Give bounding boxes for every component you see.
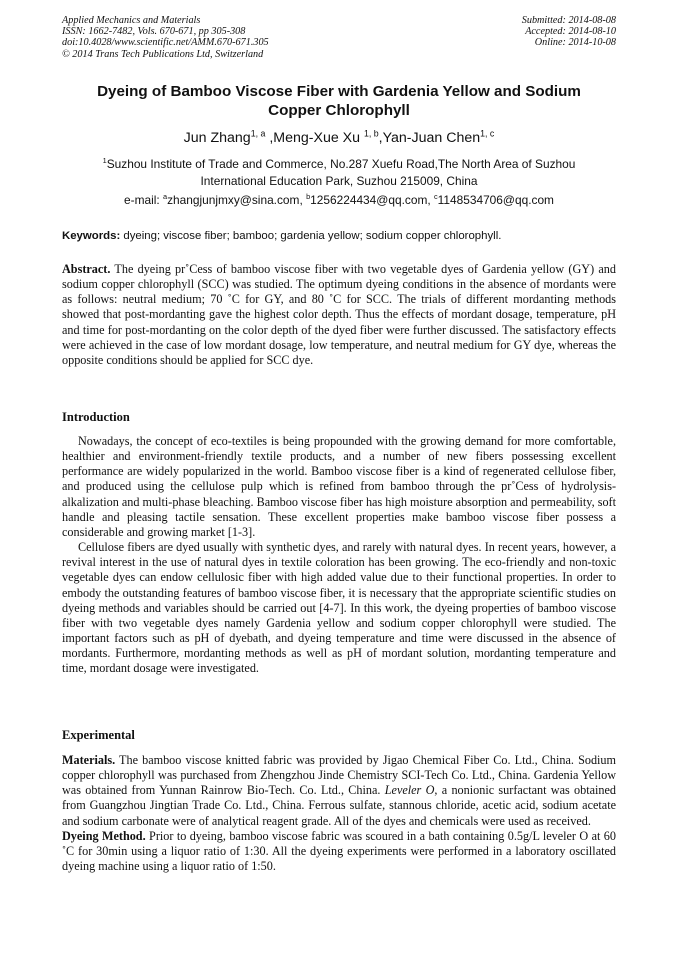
experimental-body: [62, 753, 616, 874]
journal-header: [62, 15, 269, 60]
dyeing-text: Prior to dyeing, bamboo viscose fabric was scoured in a bath containing 0.5g/L leveler O at 60 ˚C for 30min using a liquor ratio of 1:30. All the dyeing experiments were performed in a laboratory oscillated dyeing machine using a liquor ratio of 1:50.: [62, 828, 616, 874]
materials-italic: Leveler O: [384, 783, 435, 798]
online-date: Online: 2014-10-08: [534, 37, 616, 49]
introduction-heading: Introduction: [62, 410, 130, 424]
submitted-date: Submitted: 2014-08-08: [521, 15, 616, 26]
author-name: ,Meng-Xue Xu: [265, 130, 364, 146]
email-line: [62, 193, 616, 208]
affil-mark: 1: [102, 156, 107, 166]
abstract-label: Abstract.: [62, 262, 111, 276]
title-line-1: Dyeing of Bamboo Viscose Fiber with Gardenia Yellow and Sodium: [97, 83, 581, 100]
materials-text: The bamboo viscose knitted fabric was provided by Jigao Chemical Fiber Co. Ltd., China. Sodium copper chlorophyll was purchased from Zhengzhou Jinde Chemistry SCI-Tech Co. Ltd., China. Gardenia Yellow was obtained from Yunnan Rainrow Bio-Tech. Co. Ltd., China.: [62, 753, 616, 798]
accepted-date: Accepted: 2014-08-10: [525, 26, 616, 38]
materials-label: Materials.: [62, 753, 116, 767]
paper-title: [62, 83, 616, 120]
author-list: [62, 130, 616, 147]
author-name: ,Yan-Juan Chen: [378, 130, 481, 146]
email-link[interactable]: 1148534706@qq.com: [437, 193, 554, 207]
keywords-label: Keywords:: [62, 230, 121, 242]
journal-name: Applied Mechanics and Materials: [62, 15, 201, 26]
email-mark: b: [306, 192, 311, 202]
keywords-text: dyeing; viscose fiber; bamboo; gardenia yellow; sodium copper chlorophyll.: [120, 230, 502, 242]
abstract-text: The dyeing pr˚Cess of bamboo viscose fiber with two vegetable dyes of Gardenia yellow (GY) and sodium copper chlorophyll (SCC) was studied. The optimum dyeing conditions in the absence of mordants were as follows: neutral medium; 70 ˚C for GY, and 80 ˚C for SCC. The trials of different mordanting methods showed that post-mordanting gave the highest color depth. Thus the effects of mordant dosage, temperature, pH and time for post-mordanting on the color depth of the dyed fiber were further discussed. The satisfactory effects were achieved in the case of low mordant dosage, low temperature, and neutral medium for GY dye, whereas the opposite conditions should be applied for SCC dye.: [62, 262, 616, 367]
author-name: Jun Zhang: [183, 130, 251, 146]
experimental-heading: Experimental: [62, 728, 135, 742]
keywords: [62, 229, 616, 244]
author-affil-mark: 1, b: [363, 128, 379, 139]
email-link[interactable]: 1256224434@qq.com: [310, 193, 428, 207]
materials-text: , a nonionic surfactant was obtained from Guangzhou Jingtian Trade Co. Ltd., China. Ferrous sulfate, stannous chloride, acetic acid, sodium acetate and sodium carbonate were of analytical reagent grade. All of the dyes and chemicals were used as received.: [62, 783, 616, 828]
introduction-body: [62, 434, 616, 677]
email-separator: ,: [299, 193, 307, 207]
dyeing-label: Dyeing Method.: [62, 828, 146, 843]
email-mark: a: [163, 192, 168, 202]
title-line-2: Copper Chlorophyll: [268, 101, 410, 119]
affiliation: [62, 156, 616, 189]
journal-doi: doi:10.4028/www.scientific.net/AMM.670-671.305: [62, 37, 269, 49]
affiliation-line-2: International Education Park, Suzhou 215009, China: [200, 173, 478, 188]
email-separator: ,: [427, 193, 434, 207]
abstract: [62, 262, 616, 368]
paragraph: Cellulose fibers are dyed usually with synthetic dyes, and rarely with natural dyes. In recent years, however, a revival interest in the use of natural dyes in textile coloration has been growing. The eco-friendly and non-toxic vegetable dyes can endow cellulosic fiber with high added value due to their functional properties. In order to embody the outstanding features of bamboo viscose fiber, it is necessary that the appropriate scientific studies on dyeing methods and variables should be carried out [4-7]. In this work, the dyeing properties of bamboo viscose fiber with two vegetable dyes namely Gardenia yellow and sodium copper chlorophyll were studied. The important factors such as pH of dyebath, and dyeing temperature and time were discussed in the absence of mordants. Furthermore, mordanting methods as well as pH of mordant solution, mordanting temperature and time, mordant dosage were investigated.: [62, 540, 616, 676]
materials-paragraph: [62, 753, 616, 829]
dyeing-paragraph: [62, 829, 616, 874]
journal-issn: ISSN: 1662-7482, Vols. 670-671, pp 305-308: [62, 26, 246, 38]
author-affil-mark: 1, c: [480, 128, 495, 139]
email-prefix: e-mail:: [124, 193, 163, 207]
paragraph: Nowadays, the concept of eco-textiles is being propounded with the growing demand for more comfortable, healthier and environment-friendly textile products, and a number of new fibers possessing excellent performance are widely popularized in the world. Bamboo viscose fiber is a kind of regenerated cellulose fiber, and produced using the cellulose pulp which is refined from bamboo through the pr˚Cess of hydrolysis-alkalization and multi-phase bleaching. Bamboo viscose fiber has high moisture absorption and permeability, soft handle and pleasing tactile sensation. These excellent properties make bamboo viscose fiber possess a considerable and growing market [1-3].: [62, 434, 616, 539]
email-mark: c: [433, 192, 438, 202]
email-link[interactable]: zhangjunjmxy@sina.com: [167, 193, 300, 207]
dates-header: [522, 15, 616, 49]
journal-copyright: © 2014 Trans Tech Publications Ltd, Switzerland: [62, 48, 264, 60]
author-affil-mark: 1, a: [250, 128, 266, 139]
affiliation-line-1: Suzhou Institute of Trade and Commerce, No.287 Xuefu Road,The North Area of Suzhou: [106, 157, 576, 171]
